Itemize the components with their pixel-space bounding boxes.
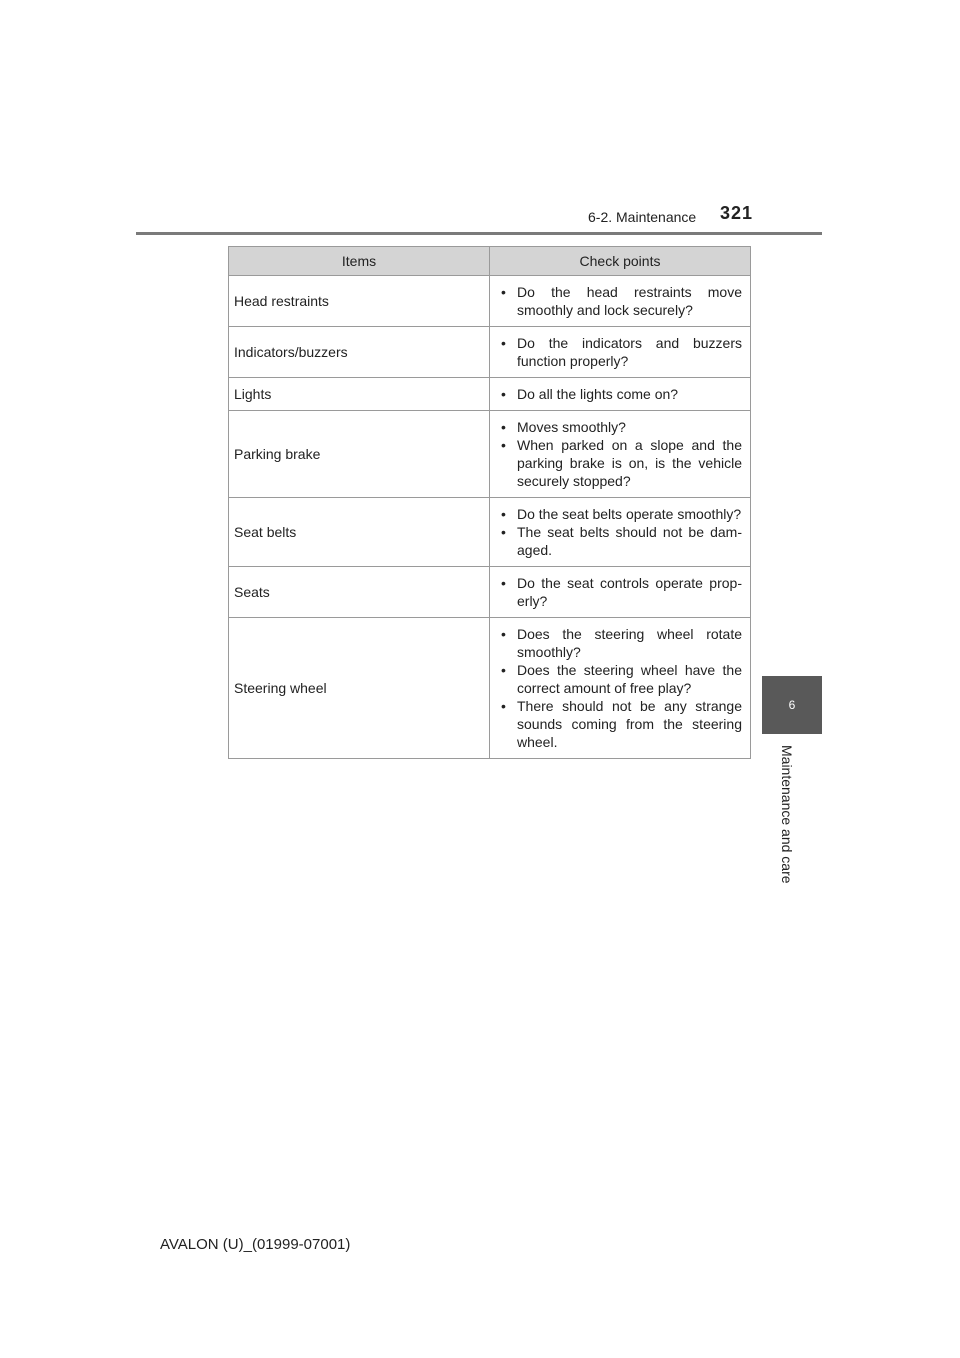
check-points-cell [490,276,751,327]
table-row [229,411,751,498]
table-row [229,276,751,327]
item-cell: Lights [229,378,490,411]
check-point: • Does the steering wheel rotate smoothly? [500,625,742,661]
item-cell: Parking brake [229,411,490,498]
check-points-cell [490,618,751,759]
section-title: 6-2. Maintenance [588,209,697,225]
check-points-cell [490,411,751,498]
chapter-title: Maintenance and care [779,745,795,884]
check-point: • Do the seat belts operate smoothly? [500,505,742,523]
table-header-row [229,247,751,276]
item-cell: Head restraints [229,276,490,327]
check-point: • When parked on a slope and the parking brake is on, is the vehicle securely stopped? [500,436,742,490]
document-code: AVALON (U)_(01999-07001) [160,1236,351,1253]
chapter-tab[interactable] [762,676,822,734]
item-cell: Seat belts [229,498,490,567]
table-row [229,378,751,411]
check-point: • Do the head restraints move smoothly and lock securely? [500,283,742,319]
check-points-cell [490,567,751,618]
check-point: • Do the seat controls operate prop-erly? [500,574,742,610]
check-points-cell [490,498,751,567]
check-points-table [228,246,751,759]
column-header-check-points: Check points [490,247,751,276]
table-row [229,567,751,618]
column-header-items: Items [229,247,490,276]
table-row [229,618,751,759]
check-point: • There should not be any strange sounds coming from the steering wheel. [500,697,742,751]
item-cell: Indicators/buzzers [229,327,490,378]
page-number: 321 [720,203,754,223]
check-point: • Moves smoothly? [500,418,742,436]
check-points-cell [490,327,751,378]
check-point: • The seat belts should not be dam-aged. [500,523,742,559]
table-row [229,498,751,567]
check-point: • Do the indicators and buzzers function properly? [500,334,742,370]
check-point: • Do all the lights come on? [500,385,742,403]
table-row [229,327,751,378]
item-cell: Seats [229,567,490,618]
chapter-number: 6 [788,698,796,712]
check-point: • Does the steering wheel have the correct amount of free play? [500,661,742,697]
header-divider [136,232,822,235]
item-cell: Steering wheel [229,618,490,759]
check-points-cell [490,378,751,411]
